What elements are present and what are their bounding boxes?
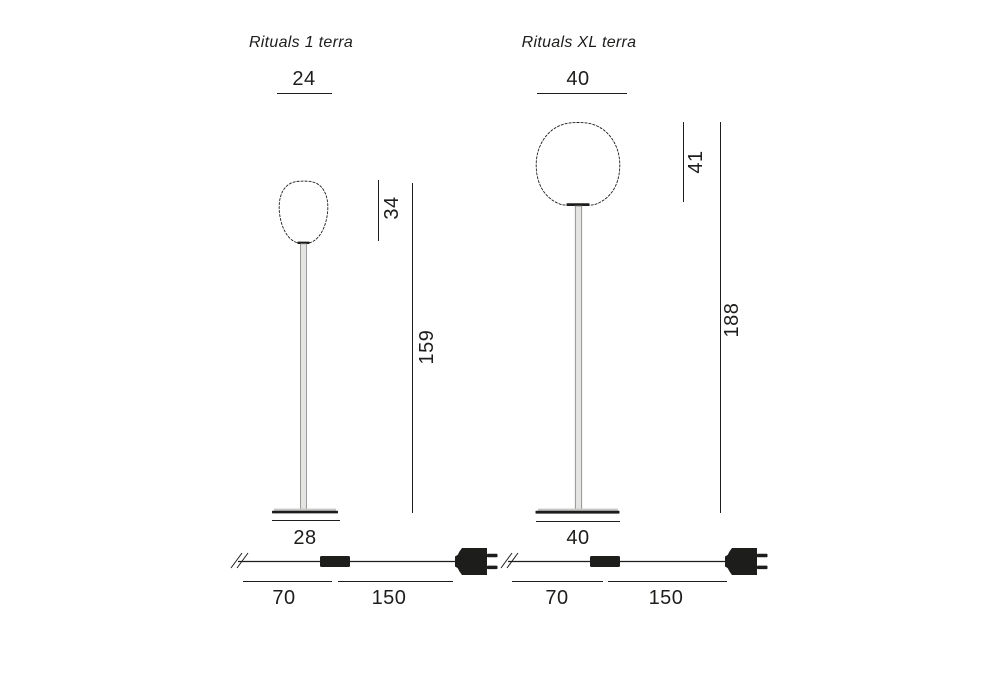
lamp2-shade-width-label: 40 [566,68,590,90]
cable2-break-icon [501,553,518,568]
cable2-70-label: 70 [545,587,569,609]
lamp2-shade-width-line [537,93,627,94]
lamp1-base-width-line [272,520,340,521]
cable2-150-label: 150 [648,587,684,609]
cable2 [501,548,768,575]
lamp2-base-top [538,509,618,511]
lamp2-shade-height-line [683,122,684,202]
cable2-plug-icon [725,548,768,575]
lamp1-base-bar [272,511,338,514]
lamp1-drawing [268,178,344,518]
lamp2-base-width-label: 40 [566,527,590,549]
lamp1-shade-height-line [378,180,379,241]
cable2-switch-icon [590,556,620,567]
cable1-70-line [243,581,332,582]
lamp2-shade-height-label: 41 [685,150,707,174]
cable-diagrams [225,544,775,582]
lamp1-stem [301,244,307,510]
cable2-70-line [512,581,603,582]
cable1-switch-icon [320,556,350,567]
cable1-150-label: 150 [371,587,407,609]
lamp1-total-height-line [412,183,413,513]
lamp2-shade-collar [567,203,590,206]
lamp1-shade-width-line [277,93,332,94]
lamp2-stem [575,206,581,510]
cable1-plug-icon [455,548,498,575]
cable1-150-line [338,581,453,582]
lamp2-drawing [530,118,626,518]
cable2-150-line [608,581,727,582]
lamp1-base-top [274,509,336,511]
lamp2-title: Rituals XL terra [521,34,637,51]
cable1 [231,548,498,575]
lamp2-base-bar [536,511,620,514]
lamp2-shade-outline [536,123,620,206]
cable1-70-label: 70 [272,587,296,609]
lamp1-shade-outline [279,181,328,243]
cable1-break-icon [231,553,248,568]
lamp2-total-height-label: 188 [721,302,743,338]
lamp1-total-height-label: 159 [416,329,438,365]
lamp2-base-width-line [536,521,620,522]
lamp1-shade-height-label: 34 [381,196,403,220]
lamp1-shade-width-label: 24 [292,68,316,90]
lamp1-base-width-label: 28 [293,527,317,549]
lamp1-title: Rituals 1 terra [248,34,354,51]
